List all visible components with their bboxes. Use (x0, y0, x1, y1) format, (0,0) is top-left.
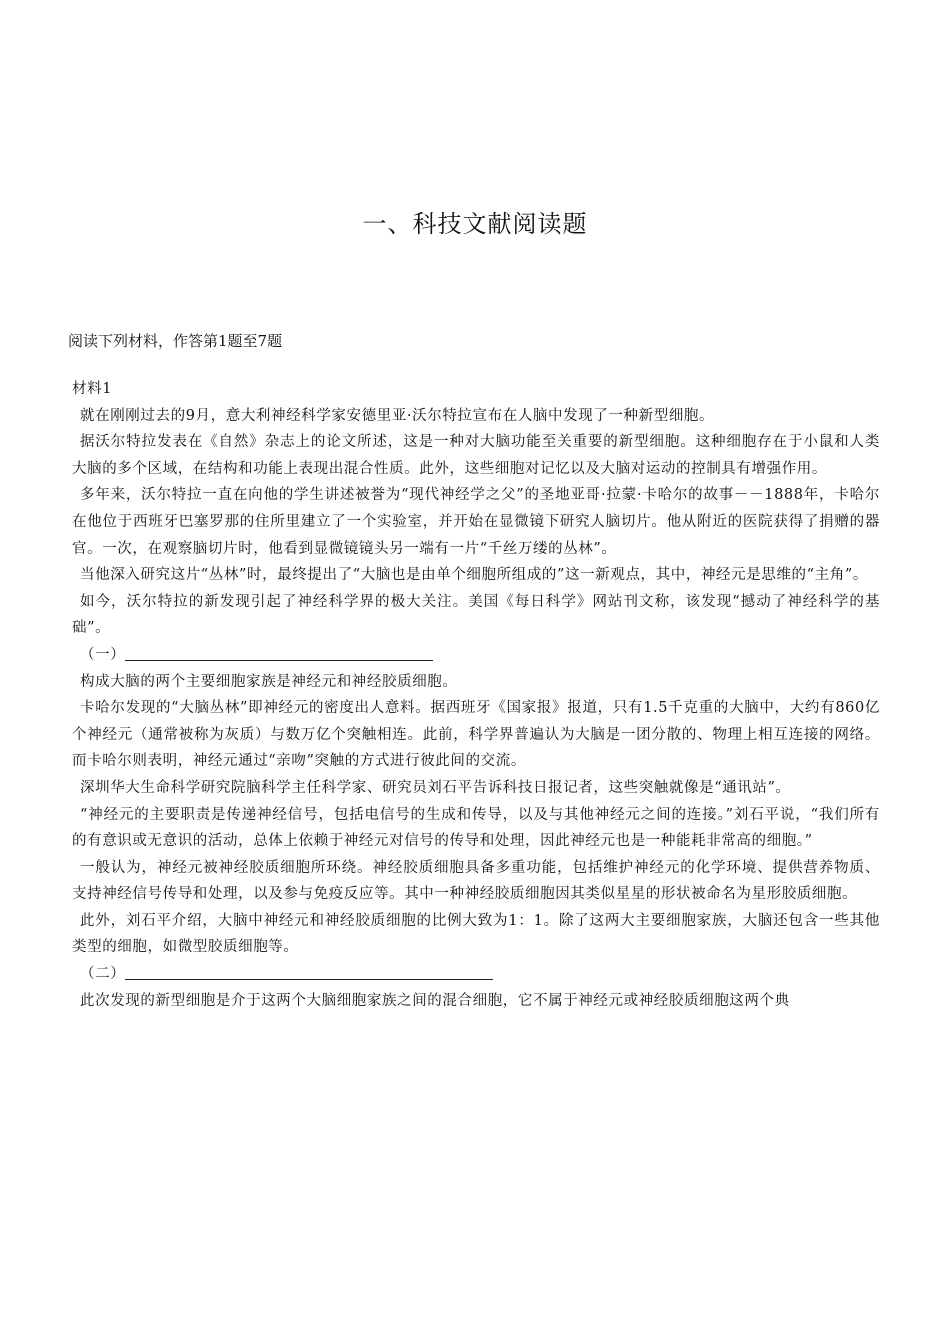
paragraph: 卡哈尔发现的“大脑丛林”即神经元的密度出人意料。据西班牙《国家报》报道，只有1.5千克重的大脑中，大约有860亿个神经元（通常被称为灰质）与数万亿个突触相连。此前，科学界普遍认为大脑是一团分散的、物理上相互连接的网络。而卡哈尔则表明，神经元通过“亲吻”突触的方式进行彼此间的交流。 (72, 700, 880, 770)
reading-instruction: 阅读下列材料，作答第1题至7题 (68, 332, 283, 350)
paragraph: 就在刚刚过去的9月，意大利神经科学家安德里亚·沃尔特拉宣布在人脑中发现了一种新型细胞。 (80, 407, 715, 424)
section-one-label: （一） (80, 646, 126, 663)
paragraph: 一般认为，神经元被神经胶质细胞所环绕。神经胶质细胞具备多重功能，包括维护神经元的化学环境、提供营养物质、支持神经信号传导和处理，以及参与免疫反应等。其中一种神经胶质细胞因其类似星星的形状被命名为星形胶质细胞。 (72, 859, 880, 903)
paragraph: 据沃尔特拉发表在《自然》杂志上的论文所述，这是一种对大脑功能至关重要的新型细胞。这种细胞存在于小鼠和人类大脑的多个区域，在结构和功能上表现出混合性质。此外，这些细胞对记忆以及大脑对运动的控制具有增强作用。 (72, 434, 880, 477)
section-two-blank (125, 963, 493, 980)
section-one-heading (72, 642, 880, 669)
paragraph: 当他深入研究这片“丛林”时，最终提出了“大脑也是由单个细胞所组成的”这一新观点，其中，神经元是思维的“主角”。 (80, 567, 868, 584)
paragraph: 此次发现的新型细胞是介于这两个大脑细胞家族之间的混合细胞，它不属于神经元或神经胶质细胞这两个典 (80, 992, 790, 1009)
paragraph: 此外，刘石平介绍，大脑中神经元和神经胶质细胞的比例大致为1：1。除了这两大主要细胞家族，大脑还包含一些其他类型的细胞，如微型胶质细胞等。 (72, 912, 880, 956)
paragraph: 如今，沃尔特拉的新发现引起了神经科学界的极大关注。美国《每日科学》网站刊文称，该发现“撼动了神经科学的基础”。 (72, 593, 880, 637)
paragraph: 深圳华大生命科学研究院脑科学主任科学家、研究员刘石平告诉科技日报记者，这些突触就像是“通讯站”。 (80, 779, 791, 796)
paragraph: 构成大脑的两个主要细胞家族是神经元和神经胶质细胞。 (80, 673, 458, 690)
section-one-blank (125, 644, 433, 661)
paragraph: “神经元的主要职责是传递神经信号，包括电信号的生成和传导，以及与其他神经元之间的连接。”刘石平说，“我们所有的有意识或无意识的活动，总体上依赖于神经元对信号的传导和处理，因此神经元也是一种能耗非常高的细胞。” (72, 806, 880, 850)
section-two-heading (72, 961, 880, 988)
paragraph: 多年来，沃尔特拉一直在向他的学生讲述被誉为“现代神经学之父”的圣地亚哥·拉蒙·卡哈尔的故事－－1888年，卡哈尔在他位于西班牙巴塞罗那的住所里建立了一个实验室，并开始在显微镜下研究人脑切片。他从附近的医院获得了捐赠的器官。一次，在观察脑切片时，他看到显微镜镜头另一端有一片“千丝万缕的丛林”。 (72, 487, 880, 557)
section-two-label: （二） (80, 966, 126, 983)
material-label: 材料1 (72, 381, 113, 397)
document-body (72, 376, 880, 1014)
page-title: 一、科技文献阅读题 (362, 210, 588, 238)
